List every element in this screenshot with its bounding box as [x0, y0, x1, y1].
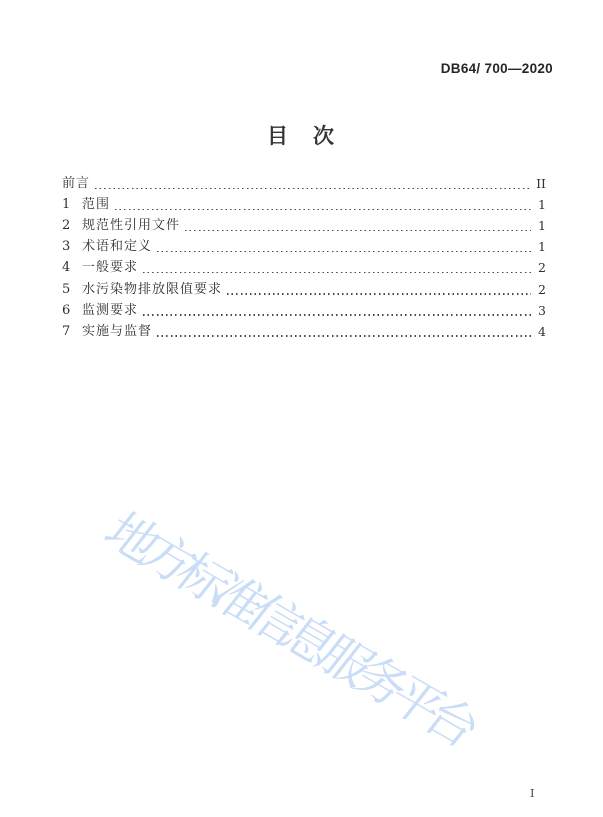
toc-dot-leader: [143, 314, 531, 316]
toc-entry-page: II: [536, 176, 546, 192]
toc-entry-label: 前言: [62, 176, 91, 192]
toc-entry-foreword: [62, 171, 546, 192]
toc-entry-label: 范围: [82, 197, 111, 213]
toc-entry-number: 1: [62, 197, 71, 213]
toc-entry-page: 3: [538, 302, 546, 318]
toc-entry-number: 5: [62, 281, 71, 297]
toc-entry-number: 7: [62, 323, 71, 339]
toc-entry-general-requirements: [62, 255, 546, 276]
toc-dot-leader: [185, 230, 531, 232]
watermark-text: 地方标准信息服务平台: [93, 502, 485, 754]
toc-entry-number: 6: [62, 302, 71, 318]
toc-dot-leader: [115, 209, 531, 211]
toc-dot-leader: [95, 188, 531, 190]
toc-entry-number: 2: [62, 218, 71, 234]
toc-entry-page: 2: [538, 281, 546, 297]
toc-entry-discharge-limits: [62, 276, 546, 297]
toc-entry-terms-definitions: [62, 234, 546, 255]
toc-dot-leader: [157, 335, 531, 337]
toc-dot-leader: [143, 272, 531, 274]
toc-dot-leader: [157, 251, 531, 253]
toc-entry-scope: [62, 192, 546, 213]
page-title: 目 次: [267, 124, 336, 148]
toc-entry-label: 监测要求: [82, 302, 139, 318]
toc-entry-implementation-supervision: [62, 319, 546, 340]
toc-entry-page: 2: [538, 260, 546, 276]
table-of-contents: [62, 171, 546, 340]
toc-entry-page: 1: [538, 218, 546, 234]
toc-entry-label: 一般要求: [82, 260, 139, 276]
toc-entry-page: 4: [538, 323, 546, 339]
standard-code: DB64/ 700—2020: [440, 61, 553, 76]
toc-entry-normative-references: [62, 213, 546, 234]
footer-page-number: I: [530, 786, 535, 800]
toc-entry-label: 实施与监督: [82, 323, 153, 339]
toc-entry-number: 3: [62, 239, 71, 255]
toc-entry-page: 1: [538, 197, 546, 213]
toc-dot-leader: [227, 293, 531, 295]
toc-entry-label: 术语和定义: [82, 239, 153, 255]
toc-entry-label: 水污染物排放限值要求: [82, 281, 223, 297]
toc-entry-number: 4: [62, 260, 71, 276]
toc-entry-label: 规范性引用文件: [82, 218, 181, 234]
toc-entry-monitoring-requirements: [62, 298, 546, 319]
toc-entry-page: 1: [538, 239, 546, 255]
